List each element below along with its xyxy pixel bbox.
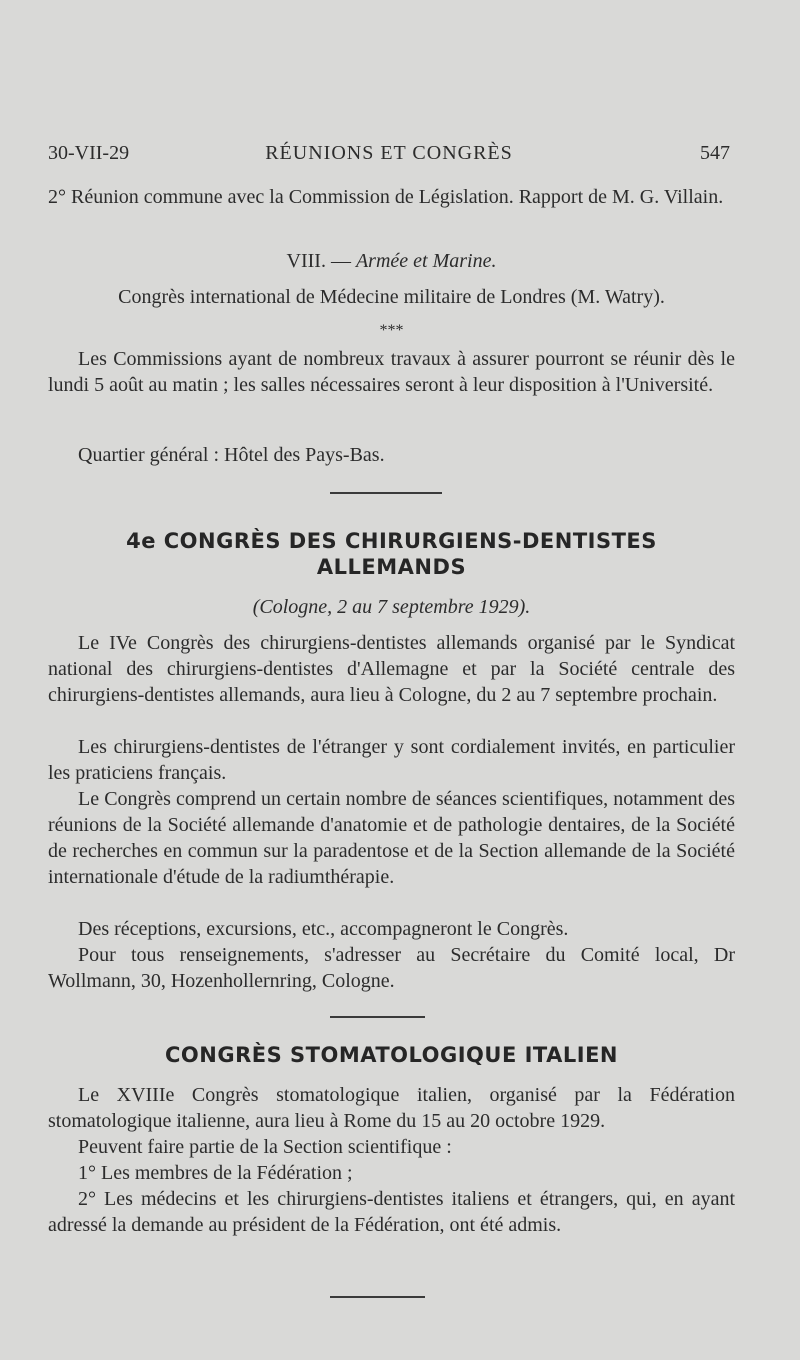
section-viii-name: Armée et Marine.: [355, 250, 497, 272]
german-congress-p2: Les chirurgiens-dentistes de l'étranger y sont cordialement invités, en particulier les praticiens français.: [48, 736, 735, 784]
italian-congress-p4: 2° Les médecins et les chirurgiens-dentistes italiens et étrangers, qui, en ayant adressé la demande au président de la Fédération, ont été admis.: [48, 1188, 735, 1236]
page-number: 547: [700, 142, 730, 164]
divider: [330, 492, 442, 494]
header-title: RÉUNIONS ET CONGRÈS: [265, 142, 513, 164]
german-congress-p3: Le Congrès comprend un certain nombre de séances scientifiques, notamment des réunions de la Société allemande d'anatomie et de pathologie dentaires, de la Société de recherches en commun sur la paradentose et de la Section allemande de la Société internationale d'étude de la radiumthérapie.: [48, 788, 735, 888]
german-congress-p1: Le IVe Congrès des chirurgiens-dentistes allemands organisé par le Syndicat national des chirurgiens-dentistes d'Allemagne et par la Société centrale des chirurgiens-dentistes allemands, aura lieu à Cologne, du 2 au 7 septembre prochain.: [48, 632, 735, 706]
running-header: [48, 142, 730, 172]
german-congress-p5: Pour tous renseignements, s'adresser au Secrétaire du Comité local, Dr Wollmann, 30, Hozenhollernring, Cologne.: [48, 944, 735, 992]
german-congress-p4: Des réceptions, excursions, etc., accompagneront le Congrès.: [78, 918, 569, 940]
german-congress-dates: (Cologne, 2 au 7 septembre 1929).: [252, 596, 531, 618]
header-date: 30-VII-29: [48, 142, 130, 164]
italian-congress-p3: 1° Les membres de la Fédération ;: [78, 1162, 353, 1184]
headquarters-line: Quartier général : Hôtel des Pays-Bas.: [78, 444, 385, 466]
divider: [330, 1016, 425, 1018]
italian-congress-p2: Peuvent faire partie de la Section scientifique :: [78, 1136, 452, 1158]
asterism: ***: [379, 322, 404, 339]
italian-congress-p1: Le XVIIIe Congrès stomatologique italien, organisé par la Fédération stomatologique italienne, aura lieu à Rome du 15 au 20 octobre 1929.: [48, 1084, 735, 1132]
divider: [330, 1296, 425, 1298]
section-viii-number: VIII. —: [286, 250, 356, 272]
agenda-item-2: 2° Réunion commune avec la Commission de Législation. Rapport de M. G. Villain.: [48, 186, 724, 208]
commissions-paragraph: Les Commissions ayant de nombreux travaux à assurer pourront se réunir dès le lundi 5 août au matin ; les salles nécessaires seront à leur disposition à l'Université.: [48, 348, 735, 396]
section-title-italian-congress: CONGRÈS STOMATOLOGIQUE ITALIEN: [165, 1043, 618, 1067]
section-title-german-congress: 4e CONGRÈS DES CHIRURGIENS-DENTISTES ALLEMANDS: [126, 529, 657, 579]
section-viii-title: [48, 248, 735, 274]
section-viii-line: Congrès international de Médecine militaire de Londres (M. Watry).: [118, 286, 665, 308]
